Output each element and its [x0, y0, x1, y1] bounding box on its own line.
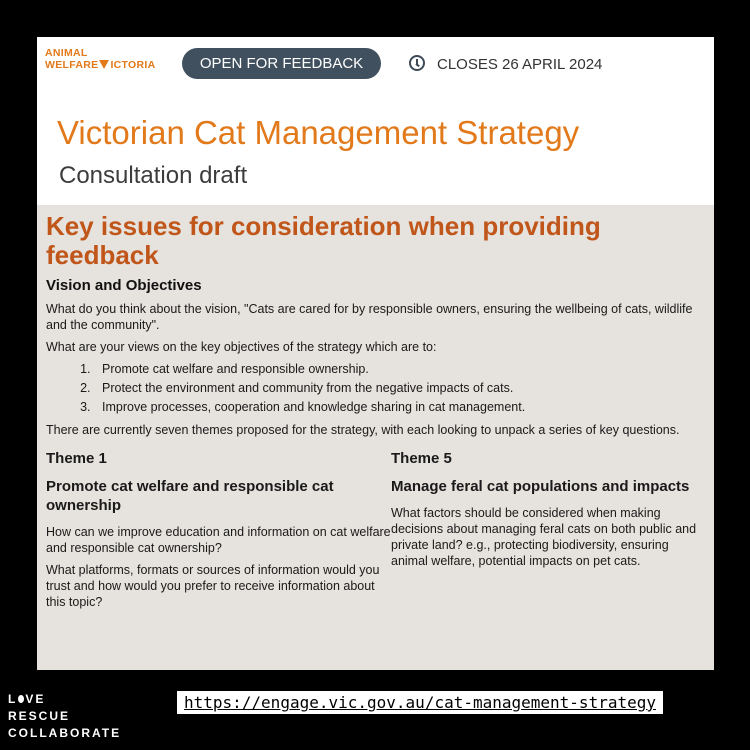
footer-logo-line-3: COLLABORATE	[8, 726, 122, 740]
theme-1-column	[46, 449, 391, 616]
logo-v-triangle-icon	[99, 60, 109, 69]
logo-word-welfare: WELFARE	[45, 59, 99, 71]
vision-question: What do you think about the vision, "Cats are cared for by responsible owners, ensuring the wellbeing of cats, wildlife and the community".	[46, 302, 693, 332]
footer-logo-letter-l: L	[8, 692, 18, 706]
theme-5-question-1: What factors should be considered when making decisions about managing feral cats on both public and private land? e.g., protecting biodiversity, ensuring animal welfare, potential impacts on pet cats.	[391, 506, 697, 568]
logo-line-1: ANIMAL	[45, 47, 88, 59]
strategy-url-link[interactable]: https://engage.vic.gov.au/cat-management-strategy	[177, 691, 663, 714]
footer-logo-letters-ve: VE	[25, 692, 46, 706]
theme-1-question-1: How can we improve education and information on cat welfare and responsible cat ownership?	[46, 525, 391, 555]
consultation-card	[37, 37, 714, 670]
objective-item: 2. Protect the environment and community from the negative impacts of cats.	[94, 380, 706, 396]
closing-date: CLOSES 26 APRIL 2024	[437, 56, 603, 73]
theme-5-column	[391, 449, 706, 616]
vision-heading: Vision and Objectives	[46, 277, 202, 294]
key-issues-heading: Key issues for consideration when providing feedback	[46, 211, 601, 270]
page-title: Victorian Cat Management Strategy	[57, 114, 580, 151]
animal-welfare-victoria-logo[interactable]	[45, 47, 156, 71]
page-subtitle: Consultation draft	[59, 162, 248, 189]
theme-1-question-2: What platforms, formats or sources of information would you trust and how would you prefer to receive information about this topic?	[46, 563, 380, 609]
theme-1-title: Promote cat welfare and responsible cat ownership	[46, 478, 334, 514]
objective-item: 3. Improve processes, cooperation and knowledge sharing in cat management.	[94, 399, 706, 415]
love-rescue-collaborate-logo	[8, 691, 121, 742]
themes-columns	[46, 449, 706, 616]
objective-item: 1. Promote cat welfare and responsible ownership.	[94, 361, 706, 377]
page-header	[37, 37, 714, 205]
footer-logo-line-1	[8, 691, 121, 708]
logo-word-ictoria: ICTORIA	[110, 59, 156, 71]
clock-icon	[409, 55, 425, 71]
objectives-intro: What are your views on the key objectives of the strategy which are to:	[46, 340, 437, 354]
theme-5-title: Manage feral cat populations and impacts	[391, 478, 690, 495]
themes-intro: There are currently seven themes proposed for the strategy, with each looking to unpack a series of key questions.	[46, 423, 680, 437]
paw-icon	[18, 695, 24, 703]
logo-line-2	[45, 59, 156, 71]
objectives-list	[46, 361, 706, 415]
footer-logo-line-2: RESCUE	[8, 709, 71, 723]
theme-1-number: Theme 1	[46, 450, 107, 467]
content-area	[46, 212, 706, 616]
open-for-feedback-badge: OPEN FOR FEEDBACK	[182, 48, 381, 79]
theme-5-number: Theme 5	[391, 450, 452, 467]
